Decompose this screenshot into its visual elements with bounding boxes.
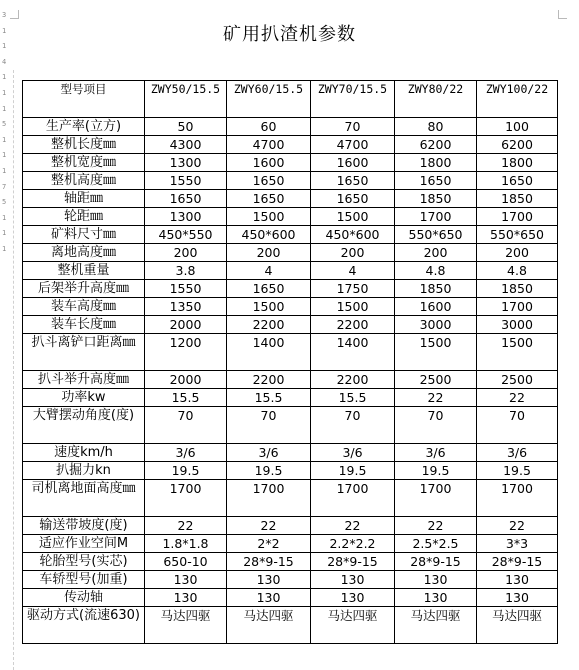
row-label: 司机离地面高度㎜ bbox=[23, 480, 145, 517]
value-cell: 1550 bbox=[145, 280, 227, 298]
value-cell: 6200 bbox=[395, 136, 477, 154]
value-cell: 1600 bbox=[395, 298, 477, 316]
value-cell: 28*9-15 bbox=[395, 553, 477, 571]
value-cell: 1300 bbox=[145, 154, 227, 172]
value-cell: 1650 bbox=[227, 280, 311, 298]
value-cell: 50 bbox=[145, 118, 227, 136]
value-cell: 130 bbox=[395, 571, 477, 589]
table-row bbox=[23, 172, 558, 190]
row-label: 矿料尺寸㎜ bbox=[23, 226, 145, 244]
value-cell: 1850 bbox=[395, 280, 477, 298]
table-row bbox=[23, 244, 558, 262]
value-cell: 22 bbox=[395, 517, 477, 535]
table-row bbox=[23, 154, 558, 172]
value-cell: 1650 bbox=[145, 190, 227, 208]
value-cell: 3/6 bbox=[311, 444, 395, 462]
value-cell: 200 bbox=[395, 244, 477, 262]
value-cell: 1600 bbox=[311, 154, 395, 172]
value-cell: 2200 bbox=[227, 371, 311, 389]
value-cell: 1200 bbox=[145, 334, 227, 371]
value-cell: 130 bbox=[477, 589, 558, 607]
value-cell: 1700 bbox=[395, 480, 477, 517]
margin-mark: 1 bbox=[2, 151, 7, 160]
table-row bbox=[23, 118, 558, 136]
margin-mark: 4 bbox=[2, 57, 7, 66]
value-cell: 4 bbox=[227, 262, 311, 280]
value-cell: 22 bbox=[311, 517, 395, 535]
table-row bbox=[23, 517, 558, 535]
row-label: 扒斗举升高度㎜ bbox=[23, 371, 145, 389]
value-cell: 3*3 bbox=[477, 535, 558, 553]
row-label: 后架举升高度㎜ bbox=[23, 280, 145, 298]
value-cell: 200 bbox=[311, 244, 395, 262]
table-row bbox=[23, 262, 558, 280]
value-cell: 15.5 bbox=[311, 389, 395, 407]
value-cell: 2500 bbox=[477, 371, 558, 389]
value-cell: 马达四驱 bbox=[477, 607, 558, 644]
value-cell: 3.8 bbox=[145, 262, 227, 280]
value-cell: 4700 bbox=[227, 136, 311, 154]
value-cell: 19.5 bbox=[227, 462, 311, 480]
row-label: 轮胎型号(实芯) bbox=[23, 553, 145, 571]
value-cell: 70 bbox=[145, 407, 227, 444]
margin-mark: 5 bbox=[2, 198, 7, 207]
value-cell: 3/6 bbox=[477, 444, 558, 462]
table-row bbox=[23, 444, 558, 462]
margin-mark: 3 bbox=[2, 11, 7, 19]
value-cell: 130 bbox=[145, 571, 227, 589]
value-cell: 28*9-15 bbox=[477, 553, 558, 571]
value-cell: 28*9-15 bbox=[311, 553, 395, 571]
value-cell: 200 bbox=[227, 244, 311, 262]
value-cell: 1700 bbox=[477, 298, 558, 316]
value-cell: 马达四驱 bbox=[145, 607, 227, 644]
table-row bbox=[23, 535, 558, 553]
value-cell: 4.8 bbox=[395, 262, 477, 280]
value-cell: 130 bbox=[311, 571, 395, 589]
value-cell: 22 bbox=[395, 389, 477, 407]
value-cell: 1500 bbox=[477, 334, 558, 371]
margin-mark: 1 bbox=[2, 104, 7, 113]
table-row bbox=[23, 571, 558, 589]
table-row bbox=[23, 462, 558, 480]
value-cell: 1350 bbox=[145, 298, 227, 316]
value-cell: 1500 bbox=[227, 208, 311, 226]
row-label: 离地高度㎜ bbox=[23, 244, 145, 262]
table-row bbox=[23, 480, 558, 517]
header-cell-model: ZWY50/15.5 bbox=[145, 81, 227, 118]
table-row bbox=[23, 280, 558, 298]
value-cell: 19.5 bbox=[145, 462, 227, 480]
row-label: 装车长度㎜ bbox=[23, 316, 145, 334]
table-row bbox=[23, 589, 558, 607]
table-row bbox=[23, 190, 558, 208]
value-cell: 70 bbox=[477, 407, 558, 444]
value-cell: 450*600 bbox=[311, 226, 395, 244]
value-cell: 22 bbox=[477, 389, 558, 407]
value-cell: 3000 bbox=[395, 316, 477, 334]
row-label: 输送带坡度(度) bbox=[23, 517, 145, 535]
value-cell: 15.5 bbox=[145, 389, 227, 407]
value-cell: 80 bbox=[395, 118, 477, 136]
parameter-table bbox=[22, 80, 558, 644]
table-row bbox=[23, 553, 558, 571]
value-cell: 60 bbox=[227, 118, 311, 136]
value-cell: 200 bbox=[145, 244, 227, 262]
value-cell: 1300 bbox=[145, 208, 227, 226]
margin-mark: 1 bbox=[2, 135, 7, 144]
page-corner-mark bbox=[558, 10, 567, 19]
value-cell: 450*600 bbox=[227, 226, 311, 244]
value-cell: 1700 bbox=[311, 480, 395, 517]
value-cell: 马达四驱 bbox=[227, 607, 311, 644]
value-cell: 2000 bbox=[145, 316, 227, 334]
header-cell-label: 型号项目 bbox=[23, 81, 145, 118]
value-cell: 1650 bbox=[395, 172, 477, 190]
row-label: 轮距㎜ bbox=[23, 208, 145, 226]
row-label: 整机长度㎜ bbox=[23, 136, 145, 154]
row-label: 整机宽度㎜ bbox=[23, 154, 145, 172]
value-cell: 1500 bbox=[227, 298, 311, 316]
margin-mark: 1 bbox=[2, 88, 7, 97]
value-cell: 2200 bbox=[311, 316, 395, 334]
value-cell: 1700 bbox=[395, 208, 477, 226]
value-cell: 22 bbox=[477, 517, 558, 535]
value-cell: 130 bbox=[227, 589, 311, 607]
value-cell: 1750 bbox=[311, 280, 395, 298]
row-label: 整机重量 bbox=[23, 262, 145, 280]
value-cell: 1500 bbox=[311, 208, 395, 226]
margin-guide bbox=[13, 70, 14, 670]
value-cell: 19.5 bbox=[311, 462, 395, 480]
value-cell: 2.2*2.2 bbox=[311, 535, 395, 553]
value-cell: 2000 bbox=[145, 371, 227, 389]
value-cell: 3/6 bbox=[145, 444, 227, 462]
row-label: 大臂摆动角度(度) bbox=[23, 407, 145, 444]
value-cell: 4.8 bbox=[477, 262, 558, 280]
value-cell: 130 bbox=[227, 571, 311, 589]
value-cell: 1800 bbox=[395, 154, 477, 172]
value-cell: 1700 bbox=[477, 480, 558, 517]
table-row bbox=[23, 607, 558, 644]
value-cell: 马达四驱 bbox=[311, 607, 395, 644]
value-cell: 2200 bbox=[311, 371, 395, 389]
document-title: 矿用扒渣机参数 bbox=[223, 24, 356, 45]
value-cell: 6200 bbox=[477, 136, 558, 154]
value-cell: 28*9-15 bbox=[227, 553, 311, 571]
value-cell: 70 bbox=[395, 407, 477, 444]
value-cell: 1850 bbox=[477, 280, 558, 298]
table-row bbox=[23, 208, 558, 226]
margin-mark: 5 bbox=[2, 120, 7, 129]
value-cell: 22 bbox=[227, 517, 311, 535]
value-cell: 4 bbox=[311, 262, 395, 280]
value-cell: 1650 bbox=[311, 190, 395, 208]
margin-mark: 1 bbox=[2, 26, 7, 35]
value-cell: 1600 bbox=[227, 154, 311, 172]
value-cell: 3/6 bbox=[395, 444, 477, 462]
value-cell: 1400 bbox=[227, 334, 311, 371]
row-label: 速度km/h bbox=[23, 444, 145, 462]
row-label: 适应作业空间M bbox=[23, 535, 145, 553]
value-cell: 550*650 bbox=[395, 226, 477, 244]
value-cell: 4300 bbox=[145, 136, 227, 154]
value-cell: 1550 bbox=[145, 172, 227, 190]
value-cell: 70 bbox=[311, 407, 395, 444]
table-row bbox=[23, 334, 558, 371]
value-cell: 130 bbox=[311, 589, 395, 607]
value-cell: 马达四驱 bbox=[395, 607, 477, 644]
value-cell: 19.5 bbox=[395, 462, 477, 480]
table-row bbox=[23, 407, 558, 444]
header-cell-model: ZWY60/15.5 bbox=[227, 81, 311, 118]
row-label: 车轿型号(加重) bbox=[23, 571, 145, 589]
value-cell: 1650 bbox=[227, 190, 311, 208]
row-label: 扒斗离铲口距离㎜ bbox=[23, 334, 145, 371]
value-cell: 1850 bbox=[477, 190, 558, 208]
value-cell: 22 bbox=[145, 517, 227, 535]
value-cell: 100 bbox=[477, 118, 558, 136]
header-cell-model: ZWY100/22 bbox=[477, 81, 558, 118]
value-cell: 4700 bbox=[311, 136, 395, 154]
table-row bbox=[23, 389, 558, 407]
value-cell: 1650 bbox=[227, 172, 311, 190]
value-cell: 550*650 bbox=[477, 226, 558, 244]
value-cell: 1.8*1.8 bbox=[145, 535, 227, 553]
value-cell: 15.5 bbox=[227, 389, 311, 407]
margin-mark: 1 bbox=[2, 73, 7, 82]
value-cell: 70 bbox=[227, 407, 311, 444]
value-cell: 1500 bbox=[395, 334, 477, 371]
margin-mark: 1 bbox=[2, 244, 7, 253]
table-header-row bbox=[23, 81, 558, 118]
value-cell: 130 bbox=[477, 571, 558, 589]
value-cell: 650-10 bbox=[145, 553, 227, 571]
value-cell: 2.5*2.5 bbox=[395, 535, 477, 553]
header-cell-model: ZWY70/15.5 bbox=[311, 81, 395, 118]
header-cell-model: ZWY80/22 bbox=[395, 81, 477, 118]
table-row bbox=[23, 298, 558, 316]
table-row bbox=[23, 316, 558, 334]
value-cell: 130 bbox=[395, 589, 477, 607]
value-cell: 1500 bbox=[311, 298, 395, 316]
margin-mark: 1 bbox=[2, 42, 7, 51]
margin-mark: 1 bbox=[2, 166, 7, 175]
table-row bbox=[23, 136, 558, 154]
value-cell: 200 bbox=[477, 244, 558, 262]
value-cell: 1850 bbox=[395, 190, 477, 208]
value-cell: 1700 bbox=[145, 480, 227, 517]
value-cell: 2200 bbox=[227, 316, 311, 334]
table-row bbox=[23, 226, 558, 244]
value-cell: 3/6 bbox=[227, 444, 311, 462]
value-cell: 2500 bbox=[395, 371, 477, 389]
value-cell: 450*550 bbox=[145, 226, 227, 244]
value-cell: 1800 bbox=[477, 154, 558, 172]
margin-mark: 1 bbox=[2, 229, 7, 238]
row-label: 轴距㎜ bbox=[23, 190, 145, 208]
value-cell: 2*2 bbox=[227, 535, 311, 553]
value-cell: 1700 bbox=[477, 208, 558, 226]
value-cell: 130 bbox=[145, 589, 227, 607]
value-cell: 1400 bbox=[311, 334, 395, 371]
row-label: 整机高度㎜ bbox=[23, 172, 145, 190]
value-cell: 19.5 bbox=[477, 462, 558, 480]
row-label: 功率kw bbox=[23, 389, 145, 407]
row-label: 驱动方式(流速630) bbox=[23, 607, 145, 644]
value-cell: 1700 bbox=[227, 480, 311, 517]
value-cell: 1650 bbox=[477, 172, 558, 190]
row-label: 生产率(立方) bbox=[23, 118, 145, 136]
value-cell: 3000 bbox=[477, 316, 558, 334]
row-label: 装车高度㎜ bbox=[23, 298, 145, 316]
value-cell: 1650 bbox=[311, 172, 395, 190]
margin-mark: 1 bbox=[2, 213, 7, 222]
table-row bbox=[23, 371, 558, 389]
margin-mark: 7 bbox=[2, 182, 7, 191]
value-cell: 70 bbox=[311, 118, 395, 136]
row-label: 扒掘力kn bbox=[23, 462, 145, 480]
row-label: 传动轴 bbox=[23, 589, 145, 607]
